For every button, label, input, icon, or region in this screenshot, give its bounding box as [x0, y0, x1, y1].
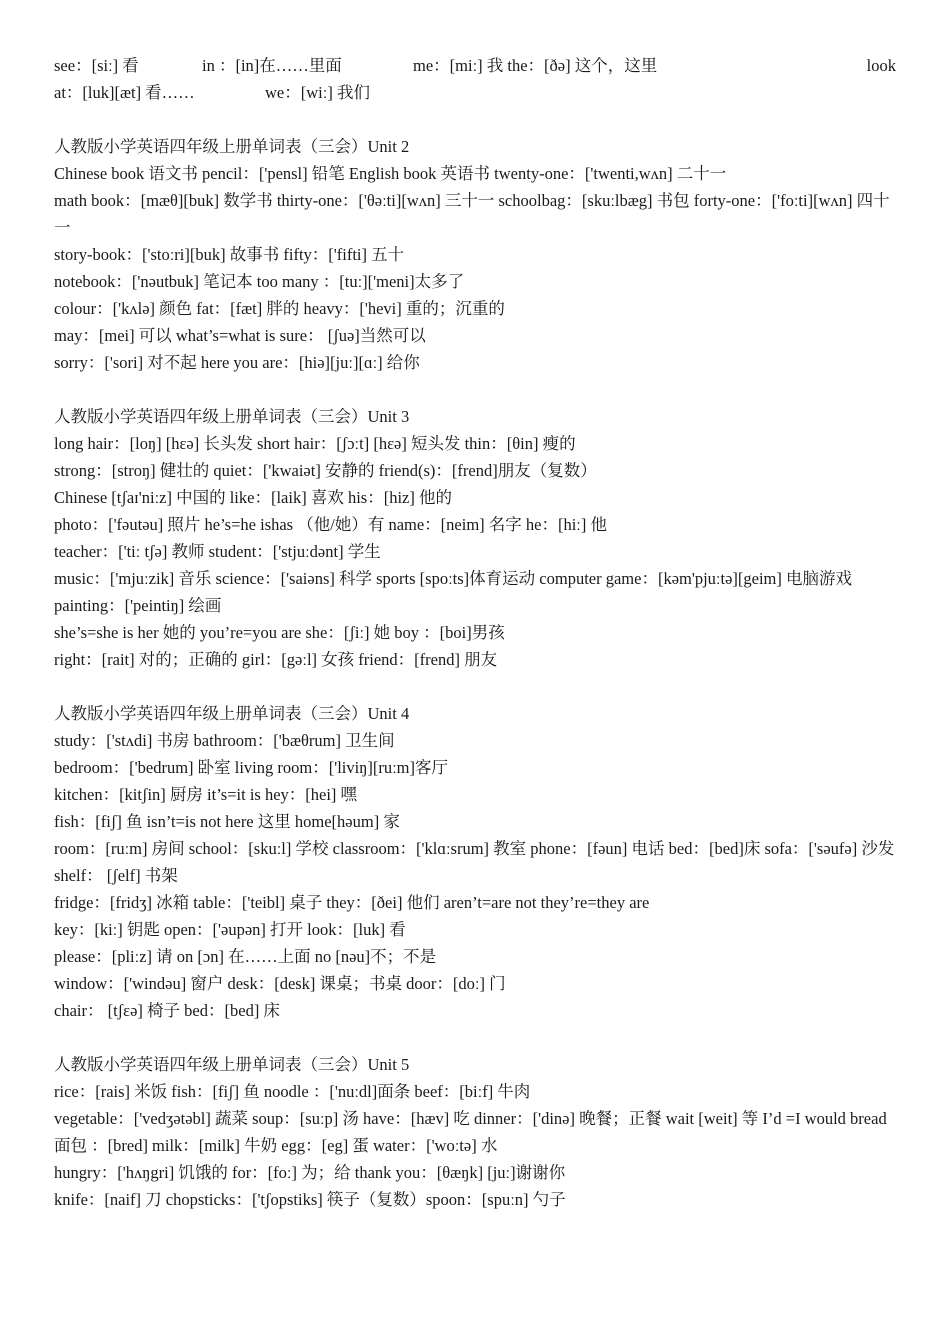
vocab-line: strong：[stroŋ] 健壮的 quiet：['kwaiət] 安静的 friend(s)：[frend]朋友（复数）	[54, 461, 597, 480]
vocab-line: notebook：['nəutbuk] 笔记本 too many ：[tuː]['meni]太多了	[54, 272, 465, 291]
vocab-entry-me-the: me：[miː] 我 the：[ðə] 这个，这里	[413, 56, 658, 75]
unit-4-heading: 人教版小学英语四年级上册单词表（三会）Unit 4	[54, 704, 410, 723]
vocab-line: math book：[mæθ][buk] 数学书 thirty-one：['θəːti][wʌn] 三十一 schoolbag：[skuːlbæg] 书包 forty-one：['foːti][wʌn] 四十一	[54, 191, 890, 237]
vocab-entry-in: in ：[in]在……里面	[202, 56, 342, 75]
vocab-line: vegetable：['vedʒətəbl] 蔬菜 soup：[suːp] 汤 have：[hæv] 吃 dinner：['dinə] 晚餐；正餐 wait [weit] 等 I’d =I would bread 面包 ：[bred] milk：[milk] 牛奶 egg：[eg] 蛋 water：['woːtə] 水	[54, 1109, 887, 1155]
vocab-line: key：[kiː] 钥匙 open：['əupən] 打开 look：[luk] 看	[54, 920, 406, 939]
unit-3-heading: 人教版小学英语四年级上册单词表（三会）Unit 3	[54, 407, 410, 426]
vocab-line: fridge：[fridʒ] 冰箱 table：['teibl] 桌子 they：[ðei] 他们 aren’t=are not they’re=they are	[54, 893, 650, 912]
vocab-line: Chinese book 语文书 pencil：['pensl] 铅笔 English book 英语书 twenty-one：['twenti,wʌn] 二十一	[54, 164, 727, 183]
vocab-line: kitchen：[kitʃin] 厨房 it’s=it is hey：[hei] 嘿	[54, 785, 358, 804]
vocab-line: teacher：['tiː tʃə] 教师 student：['stjuːdənt] 学生	[54, 542, 381, 561]
vocab-line: room：[ruːm] 房间 school：[skuːl] 学校 classroom：['klɑːsrum] 教室 phone：[fəun] 电话 bed：[bed]床 sofa：['səufə] 沙发 shelf： [ʃelf] 书架	[54, 839, 895, 885]
vocab-line: she’s=she is her 她的 you’re=you are she：[ʃiː] 她 boy ：[boi]男孩	[54, 623, 505, 642]
vocab-line: knife：[naif] 刀 chopsticks：['tʃopstiks] 筷子（复数）spoon：[spuːn] 勺子	[54, 1190, 566, 1209]
vocab-line: may：[mei] 可以 what’s=what is sure： [ʃuə]当然可以	[54, 326, 426, 345]
vocab-entry-see: see：[siː] 看	[54, 56, 139, 75]
vocab-line: fish：[fiʃ] 鱼 isn’t=is not here 这里 home[həum] 家	[54, 812, 400, 831]
vocab-line: please：[pliːz] 请 on [ɔn] 在……上面 no [nəu]不；不是	[54, 947, 437, 966]
vocab-line: long hair：[loŋ] [hɛə] 长头发 short hair：[ʃɔːt] [hɛə] 短头发 thin：[θin] 瘦的	[54, 434, 576, 453]
vocabulary-document	[54, 52, 896, 1213]
vocab-line: music：['mjuːzik] 音乐 science：['saiəns] 科学 sports [spoːts]体育运动 computer game：[kəm'pjuːtə][geim] 电脑游戏 painting：['peintiŋ] 绘画	[54, 569, 853, 615]
vocab-line: story-book：['stoːri][buk] 故事书 fifty：['fifti] 五十	[54, 245, 405, 264]
vocab-line: colour：['kʌlə] 颜色 fat：[fæt] 胖的 heavy：['hevi] 重的；沉重的	[54, 299, 505, 318]
vocab-entry-we: we：[wiː] 我们	[265, 83, 370, 102]
vocab-entry-look-at: at：[luk][æt] 看……	[54, 83, 195, 102]
vocab-line	[54, 79, 896, 106]
vocab-line: window：['windəu] 窗户 desk：[desk] 课桌；书桌 door：[doː] 门	[54, 974, 506, 993]
unit-2-heading: 人教版小学英语四年级上册单词表（三会）Unit 2	[54, 137, 410, 156]
vocab-line: hungry：['hʌŋgri] 饥饿的 for：[foː] 为；给 thank you：[θæŋk] [juː]谢谢你	[54, 1163, 566, 1182]
vocab-line: sorry：['sori] 对不起 here you are：[hiə][juː][ɑː] 给你	[54, 353, 420, 372]
vocab-line: bedroom：['bedrum] 卧室 living room：['liviŋ][ruːm]客厅	[54, 758, 449, 777]
vocab-line: study：['stʌdi] 书房 bathroom：['bæθrum] 卫生间	[54, 731, 395, 750]
vocab-line: rice：[rais] 米饭 fish：[fiʃ] 鱼 noodle ：['nuːdl]面条 beef：[biːf] 牛肉	[54, 1082, 531, 1101]
vocab-line: photo：['fəutəu] 照片 he’s=he ishas （他/她）有 name：[neim] 名字 he：[hiː] 他	[54, 515, 608, 534]
unit-5-heading: 人教版小学英语四年级上册单词表（三会）Unit 5	[54, 1055, 410, 1074]
vocab-line: chair： [tʃɛə] 椅子 bed：[bed] 床	[54, 1001, 280, 1020]
vocab-line	[54, 52, 896, 79]
vocab-line: right：[rait] 对的；正确的 girl：[gəːl] 女孩 friend：[frend] 朋友	[54, 650, 498, 669]
vocab-entry-look: look	[866, 56, 896, 75]
vocab-line: Chinese [tʃaɪ'niːz] 中国的 like：[laik] 喜欢 his：[hiz] 他的	[54, 488, 452, 507]
